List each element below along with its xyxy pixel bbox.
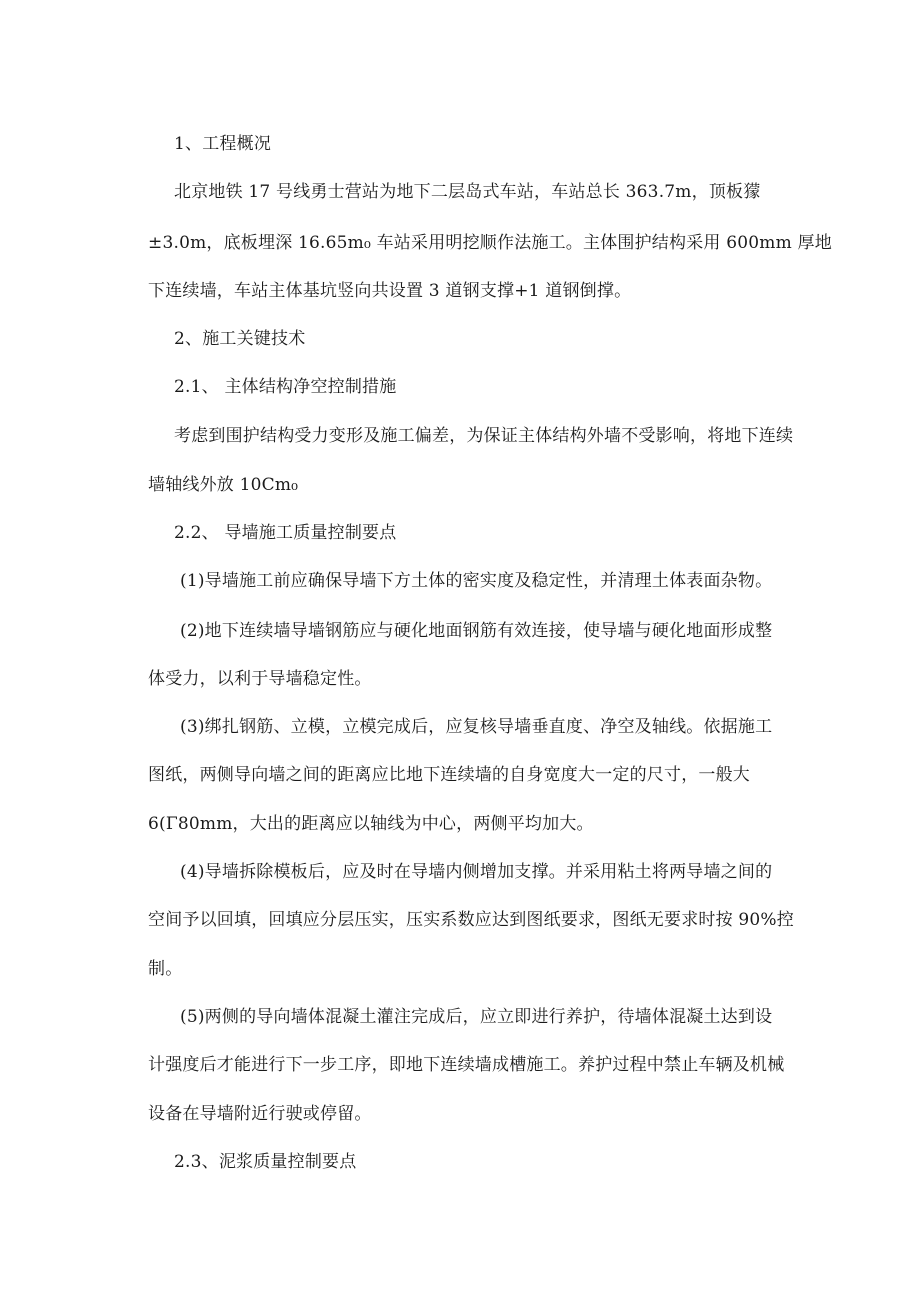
text-line: 北京地铁 17 号线勇士营站为地下二层岛式车站，车站总长 363.7m，顶板獴	[174, 182, 761, 202]
list-item	[0, 570, 920, 618]
paragraph-line	[0, 958, 920, 1006]
paragraph-line	[0, 474, 920, 522]
text-line: 下连续墙，车站主体基坑竖向共设置 3 道钢支撑+1 道钢倒撑。	[148, 281, 632, 301]
list-item	[0, 620, 920, 668]
list-item	[0, 716, 920, 764]
subheading-clearance-control	[0, 376, 920, 424]
text-line: 空间予以回填，回填应分层压实，压实系数应达到图纸要求，图纸无要求时按 90%控	[148, 910, 794, 930]
text-line: 制。	[148, 959, 183, 979]
paragraph-line	[0, 280, 920, 328]
heading-project-overview	[0, 133, 920, 181]
text-line: (4)导墙拆除模板后，应及时在导墙内侧增加支撑。并采用粘土将两导墙之间的	[180, 862, 773, 882]
text-line: 6(Γ80mm，大出的距离应以轴线为中心，两侧平均加大。	[148, 814, 594, 834]
paragraph-line	[0, 668, 920, 716]
text-line: 2.3、泥浆质量控制要点	[174, 1152, 357, 1172]
paragraph-line	[0, 181, 920, 229]
text-line: ±3.0m，底板埋深 16.65m₀ 车站采用明挖顺作法施工。主体围护结构采用 600mm 厚地	[148, 233, 832, 253]
paragraph-line	[0, 425, 920, 473]
text-line: 设备在导墙附近行驶或停留。	[148, 1104, 372, 1124]
text-line: 2、施工关键技术	[174, 329, 306, 349]
text-line: (5)两侧的导向墙体混凝土灌注完成后，应立即进行养护，待墙体混凝土达到设	[180, 1007, 773, 1027]
text-line: (2)地下连续墙导墙钢筋应与硬化地面钢筋有效连接，使导墙与硬化地面形成整	[180, 621, 773, 641]
subheading-slurry-quality	[0, 1151, 920, 1199]
text-line: (1)导墙施工前应确保导墙下方土体的密实度及稳定性，并清理土体表面杂物。	[180, 571, 773, 591]
text-line: 1、工程概况	[174, 134, 272, 154]
paragraph-line	[0, 909, 920, 957]
paragraph-line	[0, 813, 920, 861]
text-line: 计强度后才能进行下一步工序，即地下连续墙成槽施工。养护过程中禁止车辆及机械	[148, 1055, 785, 1075]
text-line: (3)绑扎钢筋、立模，立模完成后，应复核导墙垂直度、净空及轴线。依据施工	[180, 717, 773, 737]
text-line: 墙轴线外放 10Cm₀	[148, 475, 299, 495]
paragraph-line	[0, 232, 920, 280]
heading-key-technology	[0, 328, 920, 376]
text-line: 体受力，以利于导墙稳定性。	[148, 669, 372, 689]
paragraph-line	[0, 1103, 920, 1151]
list-item	[0, 1006, 920, 1054]
text-line: 2.1、 主体结构净空控制措施	[174, 377, 397, 397]
paragraph-line	[0, 764, 920, 812]
text-line: 考虑到围护结构受力变形及施工偏差，为保证主体结构外墙不受影响，将地下连续	[174, 426, 794, 446]
list-item	[0, 861, 920, 909]
paragraph-line	[0, 1054, 920, 1102]
subheading-guide-wall	[0, 522, 920, 570]
text-line: 图纸，两侧导向墙之间的距离应比地下连续墙的自身宽度大一定的尺寸，一般大	[148, 765, 750, 785]
text-line: 2.2、 导墙施工质量控制要点	[174, 523, 397, 543]
